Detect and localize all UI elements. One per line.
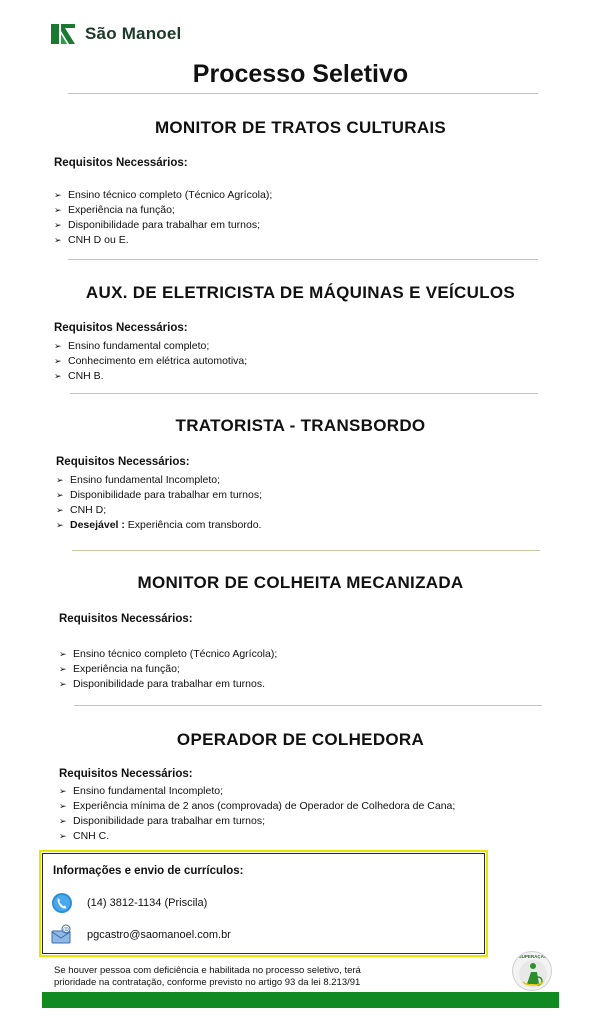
requirements-label: Requisitos Necessários: [54, 322, 188, 334]
contact-phone[interactable]: (14) 3812-1134 (Priscila) [87, 897, 208, 909]
list-item: ➢ Experiência na função; [54, 204, 175, 216]
list-item: ➢ Ensino fundamental Incompleto; [56, 474, 221, 486]
requirements-label: Requisitos Necessários: [56, 456, 190, 468]
arrow-bullet-icon: ➢ [54, 235, 62, 245]
job-title: MONITOR DE COLHEITA MECANIZADA [137, 573, 464, 592]
sao-manoel-logo-icon [50, 22, 76, 46]
requirements-list [54, 188, 272, 248]
arrow-bullet-icon: ➢ [54, 190, 62, 200]
arrow-bullet-icon: ➢ [56, 520, 64, 530]
list-item: ➢ Disponibilidade para trabalhar em turnos. [59, 678, 266, 690]
requirements-label: Requisitos Necessários: [59, 768, 193, 780]
arrow-bullet-icon: ➢ [59, 816, 67, 826]
arrow-bullet-icon: ➢ [59, 831, 67, 841]
list-item: ➢ Experiência na função; [59, 663, 180, 675]
footer-note [54, 965, 361, 989]
list-item: ➢ Disponibilidade para trabalhar em turnos; [59, 815, 266, 827]
arrow-bullet-icon: ➢ [54, 341, 62, 351]
job-title: OPERADOR DE COLHEDORA [176, 730, 425, 749]
list-item: ➢ CNH C. [59, 830, 110, 842]
requirements-list [59, 647, 277, 692]
job-tratorista [0, 416, 601, 436]
job-monitor-colheita [0, 573, 601, 593]
list-item: ➢ CNH D; [56, 504, 107, 516]
arrow-bullet-icon: ➢ [54, 220, 62, 230]
svg-text:@: @ [63, 926, 69, 934]
list-item: ➢ Disponibilidade para trabalhar em turnos; [54, 219, 261, 231]
job-title: AUX. DE ELETRICISTA DE MÁQUINAS E VEÍCULOS [85, 283, 516, 302]
superacao-badge [512, 951, 552, 991]
list-item: ➢ Experiência mínima de 2 anos (comprovada) de Operador de Colhedora de Cana; [59, 800, 456, 812]
arrow-bullet-icon: ➢ [56, 505, 64, 515]
job-operador-colhedora [0, 730, 601, 750]
contact-email[interactable]: pgcastro@saomanoel.com.br [87, 929, 231, 941]
footer-note-line: Se houver pessoa com deficiência e habilitada no processo seletivo, terá [54, 965, 361, 976]
requirements-list [56, 473, 262, 533]
arrow-bullet-icon: ➢ [56, 490, 64, 500]
arrow-bullet-icon: ➢ [59, 664, 67, 674]
arrow-bullet-icon: ➢ [59, 786, 67, 796]
highlight-label: Desejável : [70, 519, 125, 531]
list-item: ➢ Ensino fundamental Incompleto; [59, 785, 224, 797]
title-divider [68, 93, 538, 94]
footer-green-bar [42, 992, 559, 1008]
section-divider [74, 705, 542, 706]
sao-manoel-logo [50, 22, 181, 46]
requirements-label: Requisitos Necessários: [59, 613, 193, 625]
contact-email-row[interactable] [51, 924, 231, 946]
phone-icon [51, 892, 73, 914]
section-divider [72, 550, 540, 551]
job-aux-eletricista [0, 283, 601, 303]
arrow-bullet-icon: ➢ [54, 356, 62, 366]
section-divider [68, 259, 538, 260]
job-monitor-tratos [0, 118, 601, 138]
email-icon [51, 924, 73, 946]
arrow-bullet-icon: ➢ [59, 801, 67, 811]
job-title: TRATORISTA - TRANSBORDO [175, 416, 426, 435]
list-item: ➢ Ensino técnico completo (Técnico Agrícola); [54, 189, 273, 201]
arrow-bullet-icon: ➢ [54, 371, 62, 381]
list-item: ➢ Desejável : Experiência com transbordo. [56, 519, 262, 531]
requirements-list [54, 339, 247, 384]
page-title: Processo Seletivo [192, 60, 409, 88]
arrow-bullet-icon: ➢ [56, 475, 64, 485]
list-item: ➢ CNH B. [54, 370, 104, 382]
section-divider [70, 393, 538, 394]
list-item: ➢ Conhecimento em elétrica automotiva; [54, 355, 248, 367]
list-item: ➢ Disponibilidade para trabalhar em turnos; [56, 489, 263, 501]
list-item: ➢ Ensino fundamental completo; [54, 340, 210, 352]
logo-text: São Manoel [85, 24, 182, 43]
requirements-label: Requisitos Necessários: [54, 157, 188, 169]
contact-phone-row[interactable] [51, 892, 207, 914]
requirements-list [59, 784, 455, 844]
badge-text: SUPERAÇÃO [518, 954, 548, 959]
arrow-bullet-icon: ➢ [59, 649, 67, 659]
list-item: ➢ Ensino técnico completo (Técnico Agrícola); [59, 648, 278, 660]
contact-box [39, 850, 488, 957]
footer-note-line: prioridade na contratação, conforme previsto no artigo 93 da lei 8.213/91 [54, 977, 361, 988]
contact-title: Informações e envio de currículos: [53, 865, 244, 877]
list-item: ➢ CNH D ou E. [54, 234, 129, 246]
arrow-bullet-icon: ➢ [59, 679, 67, 689]
job-title: MONITOR DE TRATOS CULTURAIS [154, 118, 447, 137]
arrow-bullet-icon: ➢ [54, 205, 62, 215]
